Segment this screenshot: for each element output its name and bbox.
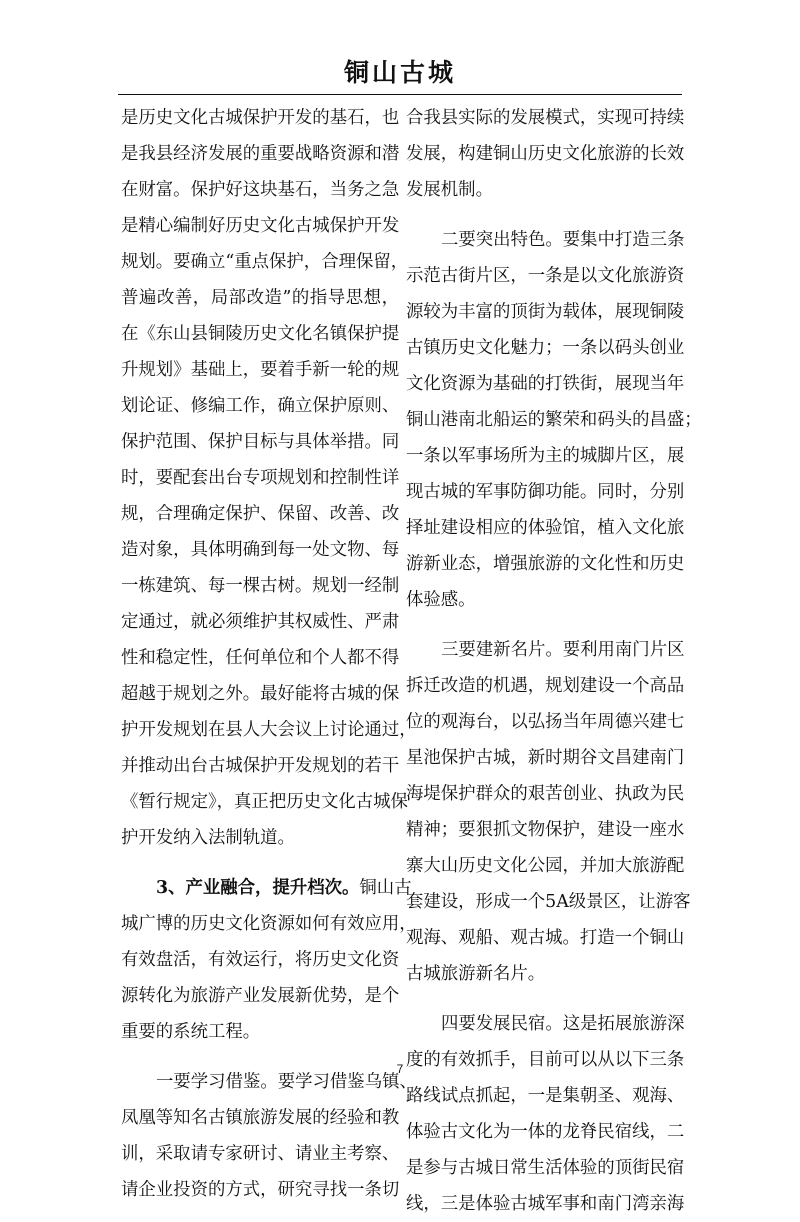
text-line: 重要的系统工程。 bbox=[121, 1022, 261, 1042]
text-line: 城广博的历史文化资源如何有效应用， bbox=[121, 914, 417, 934]
text-line: 请企业投资的方式，研究寻找一条切 bbox=[121, 1180, 400, 1200]
paragraph-gap bbox=[406, 618, 684, 632]
text-line: 《暂行规定》，真正把历史文化古城保 bbox=[121, 792, 408, 812]
text-line: 并推动出台古城保护开发规划的若干 bbox=[121, 756, 400, 776]
text-line: 拆迁改造的机遇，规划建设一个高品 bbox=[406, 676, 685, 696]
paragraph-homestay bbox=[406, 1006, 684, 1222]
text-line: 是精心编制好历史文化古城保护开发 bbox=[121, 216, 400, 236]
text-line: 划论证、修编工作，确立保护原则、 bbox=[121, 396, 400, 416]
text-line: 是我县经济发展的重要战略资源和潜 bbox=[121, 144, 400, 164]
left-column bbox=[121, 100, 417, 1208]
text-line: 在《东山县铜陵历史文化名镇保护提 bbox=[121, 324, 400, 344]
text-line: 位的观海台，以弘扬当年周德兴建七 bbox=[406, 712, 685, 732]
paragraph-industry-fusion bbox=[121, 870, 417, 1050]
text-line: 升规划》基础上，要着手新一轮的规 bbox=[121, 360, 400, 380]
paragraph-gap bbox=[121, 856, 399, 870]
text-line: 定通过，就必须维护其权威性、严肃 bbox=[121, 612, 400, 632]
text-line: 规，合理确定保护、保留、改善、改 bbox=[121, 504, 400, 524]
text-line: 观海、观船、观古城。打造一个铜山 bbox=[406, 928, 685, 948]
text-line: 造对象，具体明确到每一处文物、每 bbox=[121, 540, 400, 560]
text-line: 精神；要狠抓文物保护，建设一座水 bbox=[406, 820, 685, 840]
text-line: 有效盘活，有效运行，将历史文化资 bbox=[121, 950, 400, 970]
text-line bbox=[121, 870, 412, 906]
text-line: 性和稳定性，任何单位和个人都不得 bbox=[121, 648, 400, 668]
text-line: 古城旅游新名片。 bbox=[406, 964, 546, 984]
text-line: 护开发纳入法制轨道。 bbox=[121, 828, 295, 848]
text-line: 保护范围、保护目标与具体举措。同 bbox=[121, 432, 400, 452]
text-line: 源较为丰富的顶街为载体，展现铜陵 bbox=[406, 302, 685, 322]
text-line: 三要建新名片。要利用南门片区 bbox=[441, 640, 685, 660]
paragraph-continuation bbox=[406, 100, 684, 208]
text-line: 示范古街片区，一条是以文化旅游资 bbox=[406, 266, 685, 286]
text-line: 文化资源为基础的打铁街，展现当年 bbox=[406, 374, 685, 394]
text-line: 体验古文化为一体的龙脊民宿线，二 bbox=[406, 1122, 685, 1142]
text-line: 路线试点抓起，一是集朝圣、观海、 bbox=[406, 1086, 685, 1106]
text-line: 体验感。 bbox=[406, 590, 476, 610]
text-line: 凤凰等知名古镇旅游发展的经验和教 bbox=[121, 1108, 400, 1128]
text-run: 铜山古 bbox=[359, 878, 412, 898]
text-line: 时，要配套出台专项规划和控制性详 bbox=[121, 468, 400, 488]
text-line: 一栋建筑、每一棵古树。规划一经制 bbox=[121, 576, 400, 596]
text-line: 线，三是体验古城军事和南门湾亲海 bbox=[406, 1194, 685, 1214]
page-header-title: 铜山古城 bbox=[343, 58, 456, 87]
paragraph-learning bbox=[121, 1064, 417, 1208]
text-line: 是参与古城日常生活体验的顶街民宿 bbox=[406, 1158, 685, 1178]
text-line: 护开发规划在县人大会议上讨论通过， bbox=[121, 720, 417, 740]
text-line: 合我县实际的发展模式，实现可持续 bbox=[406, 108, 685, 128]
text-line: 择址建设相应的体验馆，植入文化旅 bbox=[406, 518, 685, 538]
paragraph-gap bbox=[406, 992, 684, 1006]
text-line: 发展机制。 bbox=[406, 180, 493, 200]
text-line: 铜山港南北船运的繁荣和码头的昌盛； bbox=[406, 410, 702, 430]
paragraph-gap bbox=[406, 208, 684, 222]
text-line: 套建设，形成一个5A级景区，让游客 bbox=[406, 892, 691, 912]
text-line: 海堤保护群众的艰苦创业、执政为民 bbox=[406, 784, 685, 804]
text-line: 规划。要确立“重点保护，合理保留， bbox=[121, 252, 409, 272]
text-line: 度的有效抓手，目前可以从以下三条 bbox=[406, 1050, 685, 1070]
text-line: 现古城的军事防御功能。同时，分别 bbox=[406, 482, 685, 502]
text-line: 是历史文化古城保护开发的基石，也 bbox=[121, 108, 400, 128]
text-line: 发展，构建铜山历史文化旅游的长效 bbox=[406, 144, 685, 164]
header-divider bbox=[118, 94, 682, 95]
text-line: 源转化为旅游产业发展新优势，是个 bbox=[121, 986, 400, 1006]
paragraph-planning bbox=[121, 100, 417, 856]
text-line: 二要突出特色。要集中打造三条 bbox=[441, 230, 685, 250]
right-column bbox=[406, 100, 702, 1222]
text-line: 训，采取请专家研讨、请业主考察、 bbox=[121, 1144, 400, 1164]
text-line: 四要发展民宿。这是拓展旅游深 bbox=[441, 1014, 685, 1034]
text-line: 星池保护古城，新时期谷文昌建南门 bbox=[406, 748, 685, 768]
page-number: 7 bbox=[396, 1062, 404, 1076]
text-line: 在财富。保护好这块基石，当务之急 bbox=[121, 180, 400, 200]
section-heading: 3、产业融合，提升档次。 bbox=[156, 878, 360, 898]
text-line: 普遍改善，局部改造”的指导思想， bbox=[121, 288, 399, 308]
text-line: 一条以军事场所为主的城脚片区，展 bbox=[406, 446, 685, 466]
text-line: 游新业态，增强旅游的文化性和历史 bbox=[406, 554, 685, 574]
text-line: 一要学习借鉴。要学习借鉴乌镇、 bbox=[156, 1072, 417, 1092]
paragraph-features bbox=[406, 222, 702, 618]
text-line: 超越于规划之外。最好能将古城的保 bbox=[121, 684, 400, 704]
text-line: 古镇历史文化魅力；一条以码头创业 bbox=[406, 338, 685, 358]
paragraph-new-card bbox=[406, 632, 691, 992]
text-line: 寨大山历史文化公园，并加大旅游配 bbox=[406, 856, 685, 876]
